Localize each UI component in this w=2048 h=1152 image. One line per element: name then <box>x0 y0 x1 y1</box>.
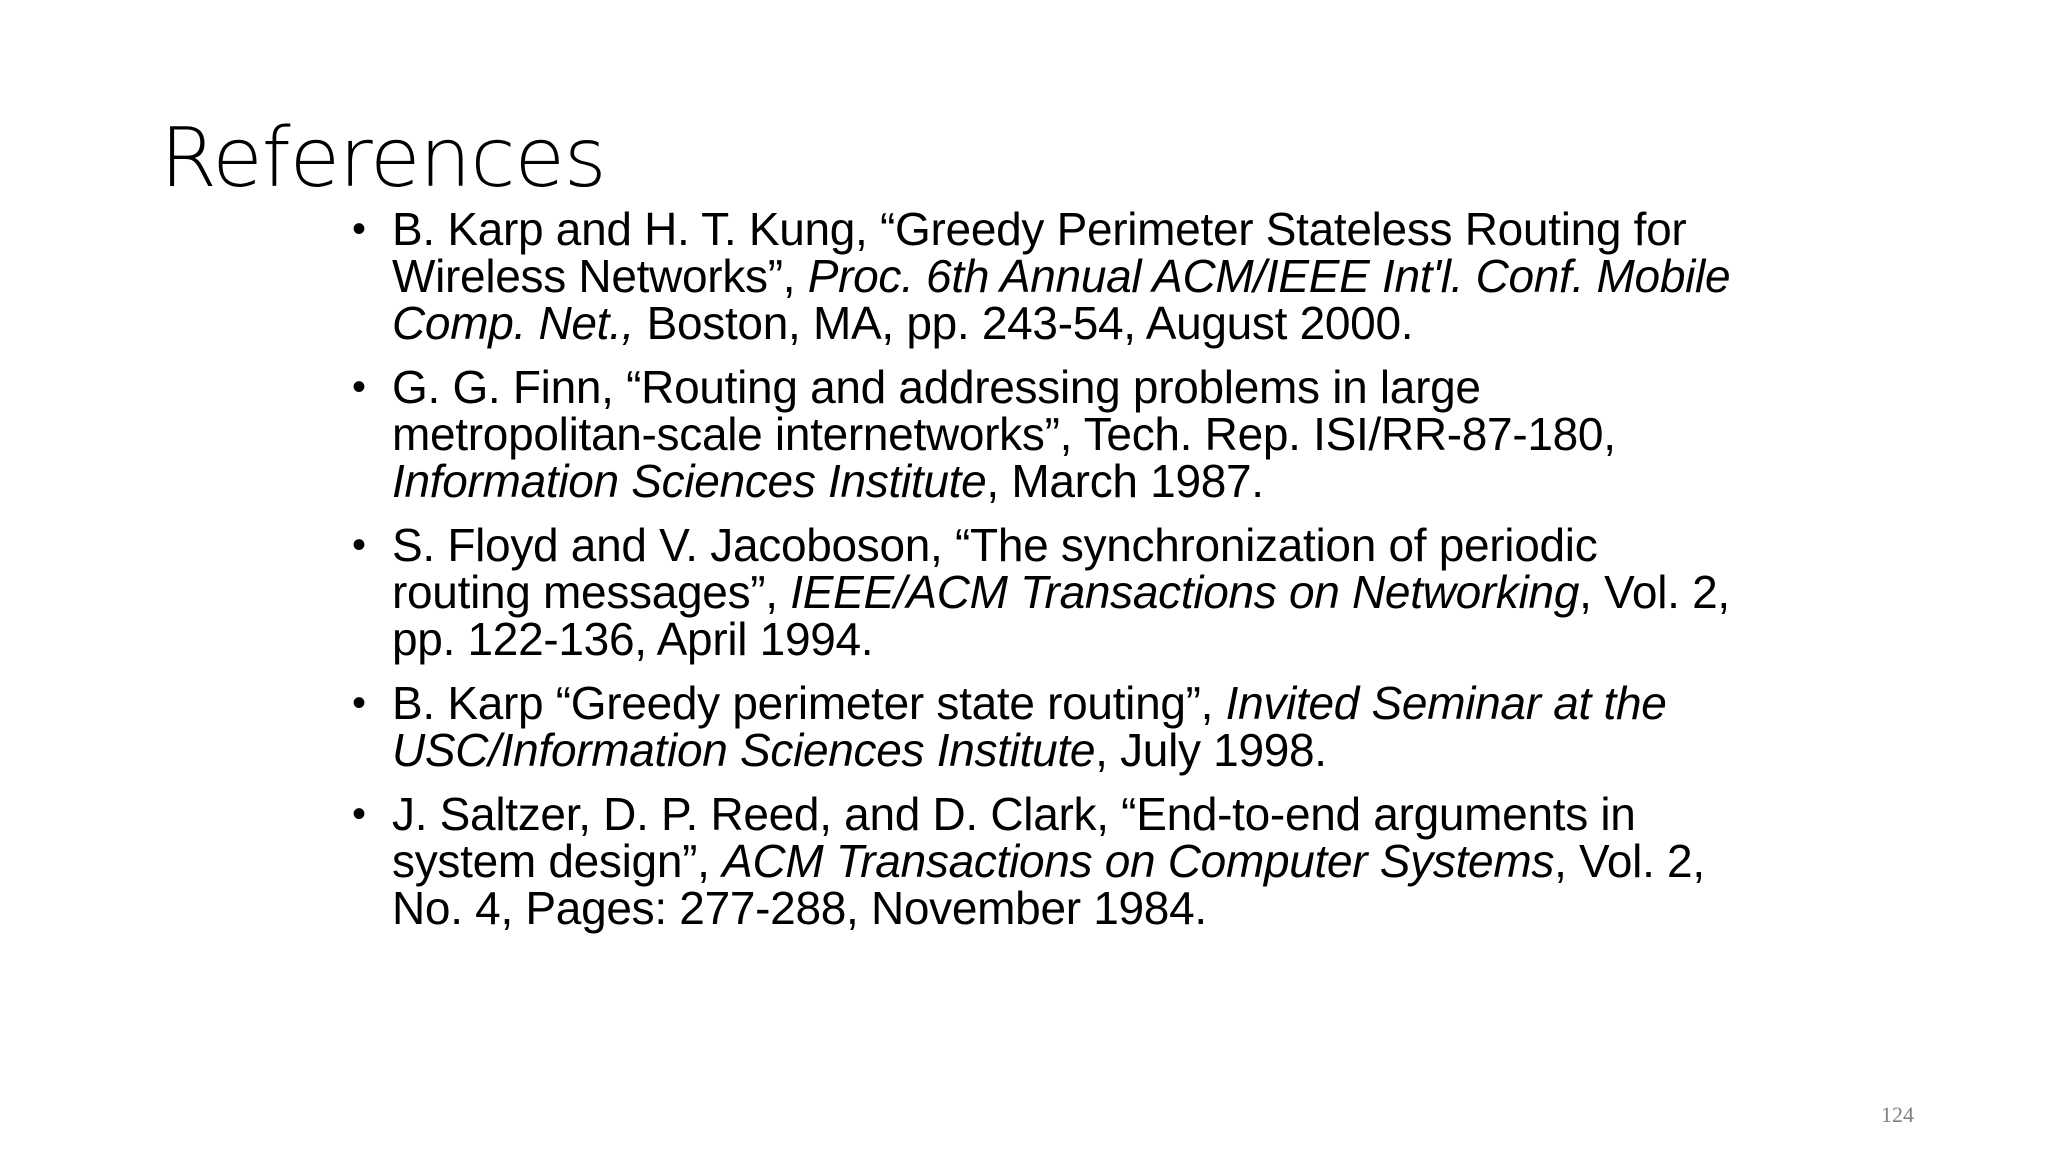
reference-text: S. Floyd and V. Jacoboson, “The synchronization of periodic routing messages”, <box>392 519 1598 618</box>
reference-venue: Proc. 6th Annual ACM/IEEE Int'l. Conf. Mobile Comp. Net., <box>392 250 1731 349</box>
bullet-icon: • <box>352 365 366 409</box>
reference-list <box>352 203 1732 949</box>
reference-venue: ACM Transactions on Computer Systems <box>722 835 1555 887</box>
reference-item <box>352 203 1732 349</box>
reference-details: , Vol. 2, No. 4, Pages: 277-288, November 1984. <box>392 835 1705 934</box>
page-number: 124 <box>1881 1102 1914 1127</box>
reference-details: Boston, MA, pp. 243-54, August 2000. <box>634 297 1414 349</box>
reference-text: J. Saltzer, D. P. Reed, and D. Clark, “End-to-end arguments in system design”, <box>392 788 1636 887</box>
reference-item <box>352 677 1732 776</box>
reference-item <box>352 519 1732 665</box>
bullet-icon: • <box>352 523 366 567</box>
bullet-icon: • <box>352 792 366 836</box>
reference-details: , July 1998. <box>1095 724 1327 776</box>
reference-venue: IEEE/ACM Transactions on Networking <box>790 566 1580 618</box>
reference-text: B. Karp “Greedy perimeter state routing”, <box>392 677 1226 729</box>
reference-details: , March 1987. <box>986 455 1264 507</box>
reference-item <box>352 788 1732 934</box>
slide-title: References <box>160 111 606 206</box>
reference-details: , Vol. 2, pp. 122-136, April 1994. <box>392 566 1730 665</box>
reference-text: B. Karp and H. T. Kung, “Greedy Perimeter Stateless Routing for Wireless Networks”, <box>392 203 1687 302</box>
bullet-icon: • <box>352 681 366 725</box>
reference-item <box>352 361 1732 507</box>
reference-venue: Invited Seminar at the USC/Information Sciences Institute <box>392 677 1667 776</box>
reference-text: G. G. Finn, “Routing and addressing problems in large metropolitan-scale internetworks”, Tech. Rep. ISI/RR-87-180, <box>392 361 1616 460</box>
reference-venue: Information Sciences Institute <box>392 455 987 507</box>
bullet-icon: • <box>352 207 366 251</box>
